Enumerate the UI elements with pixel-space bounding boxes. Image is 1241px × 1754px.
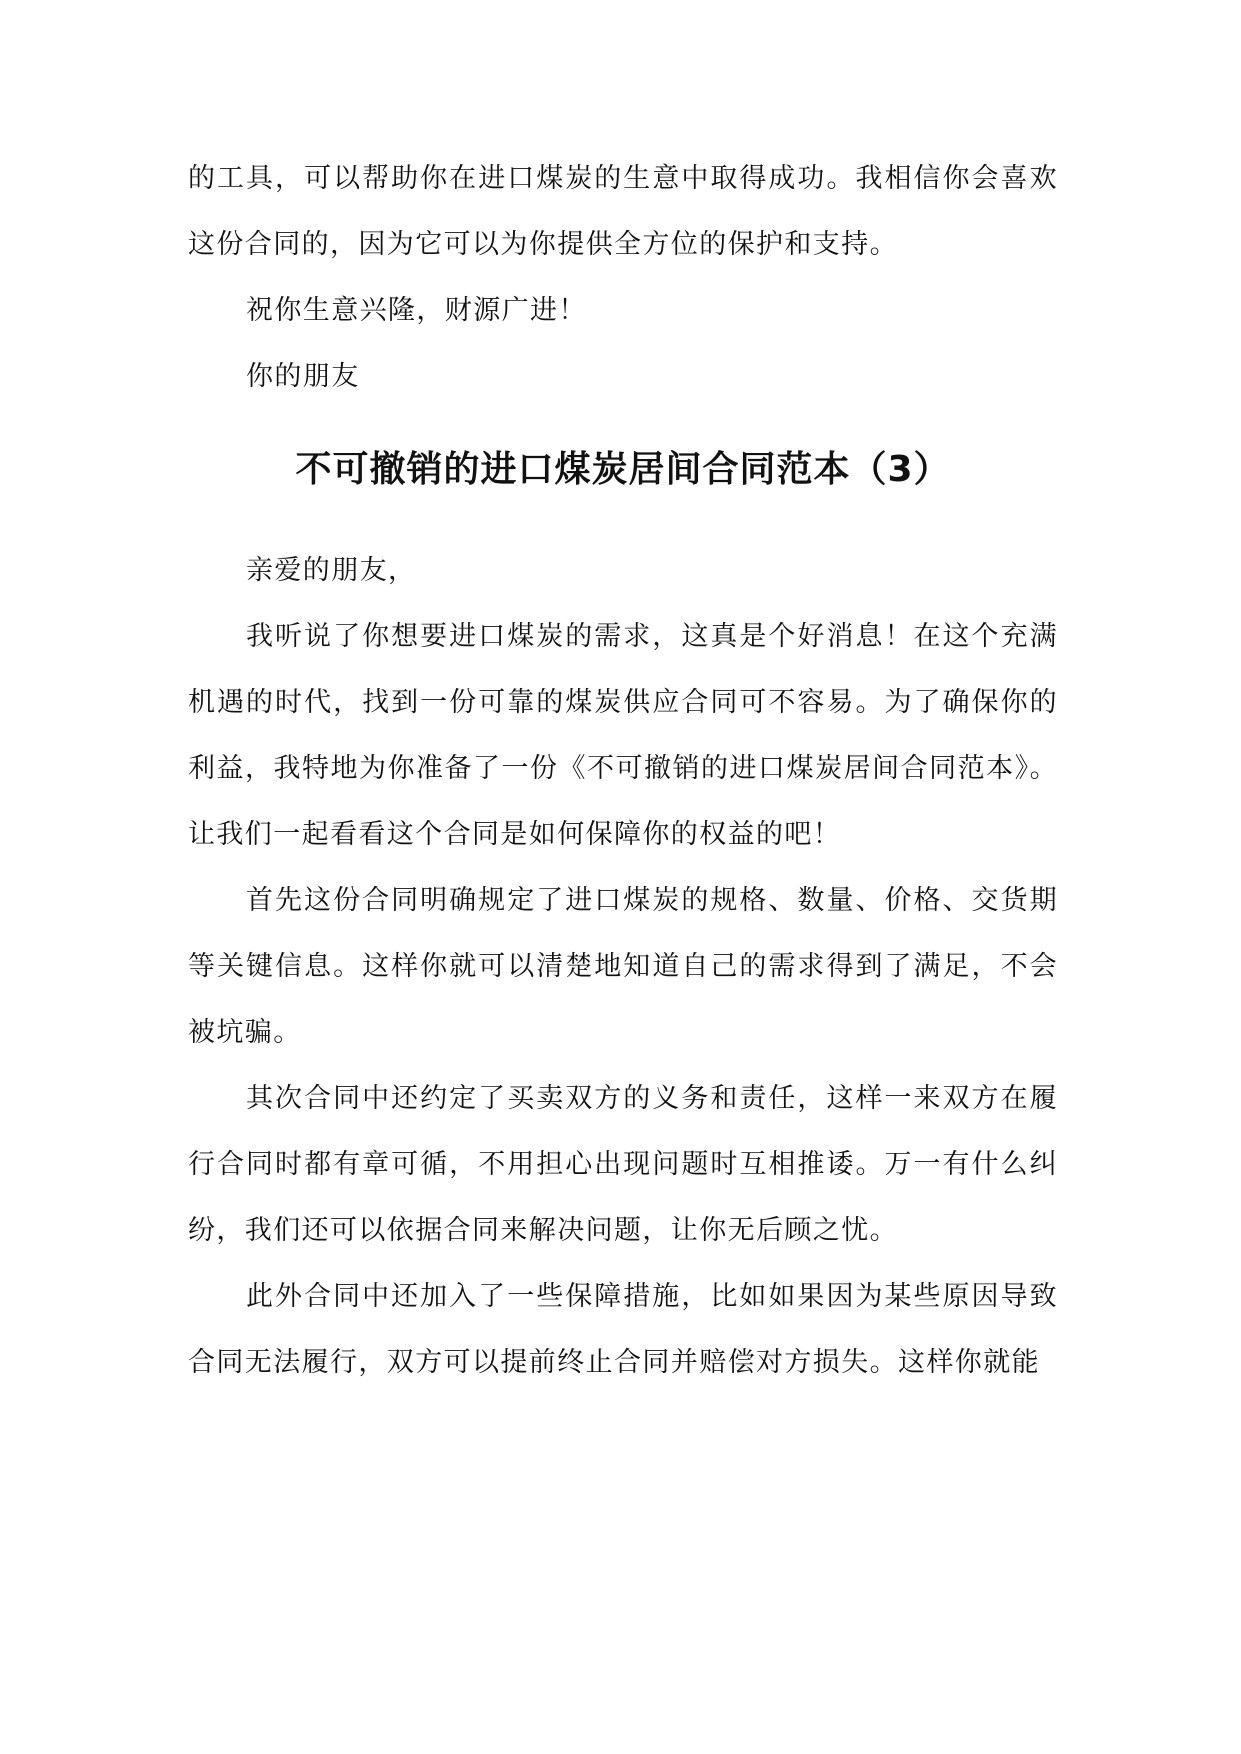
document-body: [188, 146, 1058, 1396]
body-paragraph: 此外合同中还加入了一些保障措施，比如如果因为某些原因导致合同无法履行，双方可以提前终止合同并赔偿对方损失。这样你就能: [188, 1281, 1058, 1378]
signature: 你的朋友: [246, 361, 360, 392]
body-paragraph: 首先这份合同明确规定了进口煤炭的规格、数量、价格、交货期等关键信息。这样你就可以清楚地知道自己的需求得到了满足，不会被坑骗。: [188, 885, 1058, 1048]
section-title: 不可撤销的进口煤炭居间合同范本（3）: [295, 449, 951, 490]
greeting: 亲爱的朋友，: [246, 555, 417, 586]
body-paragraph: 我听说了你想要进口煤炭的需求，这真是个好消息！在这个充满机遇的时代，找到一份可靠的煤炭供应合同可不容易。为了确保你的利益，我特地为你准备了一份《不可撤销的进口煤炭居间合同范本》。让我们一起看看这个合同是如何保障你的权益的吧！: [188, 621, 1058, 850]
continued-paragraph: 的工具，可以帮助你在进口煤炭的生意中取得成功。我相信你会喜欢这份合同的，因为它可以为你提供全方位的保护和支持。: [188, 163, 1058, 260]
body-paragraph: 其次合同中还约定了买卖双方的义务和责任，这样一来双方在履行合同时都有章可循，不用担心出现问题时互相推诿。万一有什么纠纷，我们还可以依据合同来解决问题，让你无后顾之忧。: [188, 1083, 1058, 1246]
closing-wish: 祝你生意兴隆，财源广进！: [246, 295, 587, 326]
